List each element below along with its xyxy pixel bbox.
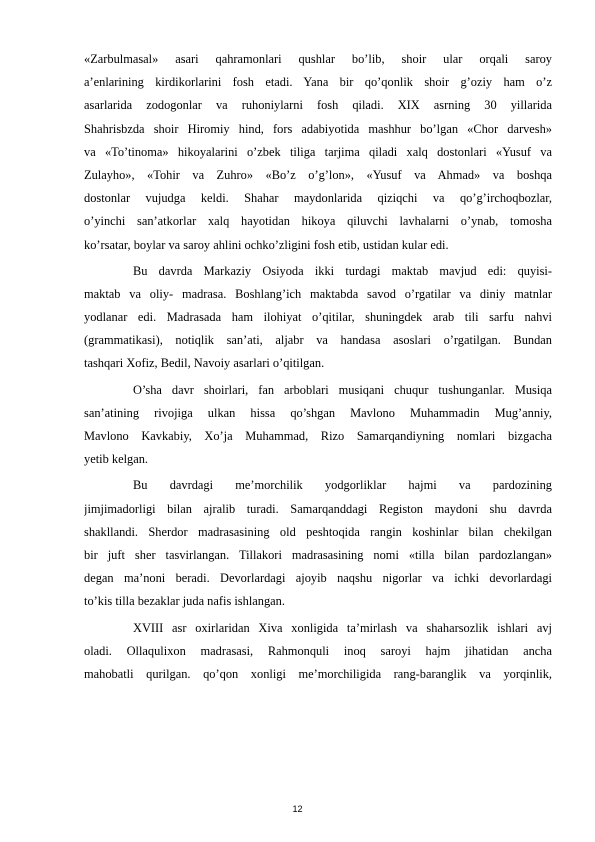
- document-page: [84, 48, 552, 689]
- text-line: yodlanar edi. Madrasada ham ilohiyat o’qitilar, shuningdek arab tili sarfu nahvi: [84, 310, 552, 325]
- text-line: mahobatli qurilgan. qo’qon xonligi me’morchiligida rang-baranglik va yorqinlik,: [84, 666, 552, 681]
- text-line: O’sha davr shoirlari, fan arboblari musiqani chuqur tushunganlar. Musiqa: [133, 382, 552, 397]
- page-number: 12: [292, 804, 303, 814]
- text-line: (grammatikasi), notiqlik san’ati, aljabr va handasa asoslari o’rgatilgan. Bundan: [84, 333, 552, 348]
- paragraph-3: [84, 379, 552, 472]
- text-line: o’yinchi san’atkorlar xalq hayotidan hikoya qiluvchi lavhalarni o’ynab, tomosha: [84, 214, 552, 229]
- text-line: shakllandi. Sherdor madrasasining old peshtoqida rangin koshinlar bilan chekilgan: [84, 524, 552, 539]
- text-line: asarlarida zodogonlar va ruhoniylarni fosh qiladi. XIX asrning 30 yillarida: [84, 98, 552, 113]
- paragraph-4: [84, 474, 552, 613]
- text-line: dostonlar vujudga keldi. Shahar maydonlarida qiziqchi va qo’g’irchoqbozlar,: [84, 191, 552, 206]
- text-line: san’atining rivojiga ulkan hissa qo’shgan Mavlono Muhammadin Mug’anniy,: [84, 405, 552, 420]
- text-line: maktab va oliy- madrasa. Boshlang’ich maktabda savod o’rgatilar va diniy matnlar: [84, 286, 552, 301]
- text-line: Mavlono Kavkabiy, Xo’ja Muhammad, Rizo Samarqandiyning nomlari bizgacha: [84, 429, 552, 443]
- text-line: tashqari Xofiz, Bedil, Navoiy asarlari o’qitilgan.: [84, 356, 325, 371]
- text-line: «Zarbulmasal» asari qahramonlari qushlar bo’lib, shoir ular orqali saroy: [84, 52, 552, 66]
- text-line: oladi. Ollaqulixon madrasasi, Rahmonquli inoq saroyi hajm jihatidan ancha: [84, 643, 552, 658]
- text-line: yetib kelgan.: [84, 452, 148, 467]
- text-line: Zulayho», «Tohir va Zuhro» «Bo’z o’g’lon», «Yusuf va Ahmad» va boshqa: [84, 167, 552, 182]
- text-line: degan ma’noni beradi. Devorlardagi ajoyib naqshu nigorlar va ichki devorlardagi: [84, 571, 552, 586]
- text-line: XVIII asr oxirlaridan Xiva xonligida ta’mirlash va shaharsozlik ishlari avj: [133, 620, 552, 635]
- text-line: Shahrisbzda shoir Hiromiy hind, fors adabiyotida mashhur bo’lgan «Chor darvesh»: [84, 121, 552, 136]
- text-line: Bu davrdagi me’morchilik yodgorliklar hajmi va pardozining: [133, 478, 552, 493]
- text-line: to’kis tilla bezaklar juda nafis ishlangan.: [84, 594, 285, 609]
- paragraph-1: [84, 48, 552, 257]
- paragraph-5: [84, 617, 552, 687]
- text-line: jimjimadorligi bilan ajralib turadi. Samarqanddagi Registon maydoni shu davrda: [84, 501, 552, 516]
- text-line: Bu davrda Markaziy Osiyoda ikki turdagi maktab mavjud edi: quyisi-: [133, 263, 552, 278]
- text-line: ko’rsatar, boylar va saroy ahlini ochko’zligini fosh etib, ustidan kular edi.: [84, 237, 449, 252]
- text-line: bir juft sher tasvirlangan. Tillakori madrasasining nomi «tilla bilan pardozlangan»: [84, 547, 552, 562]
- text-line: va «To’tinoma» hikoyalarini o’zbek tiliga tarjima qiladi xalq dostonlari «Yusuf va: [84, 144, 552, 159]
- text-line: a’enlarining kirdikorlarini fosh etadi. Yana bir qo’qonlik shoir g’oziy ham o’z: [84, 75, 552, 90]
- paragraph-2: [84, 260, 552, 376]
